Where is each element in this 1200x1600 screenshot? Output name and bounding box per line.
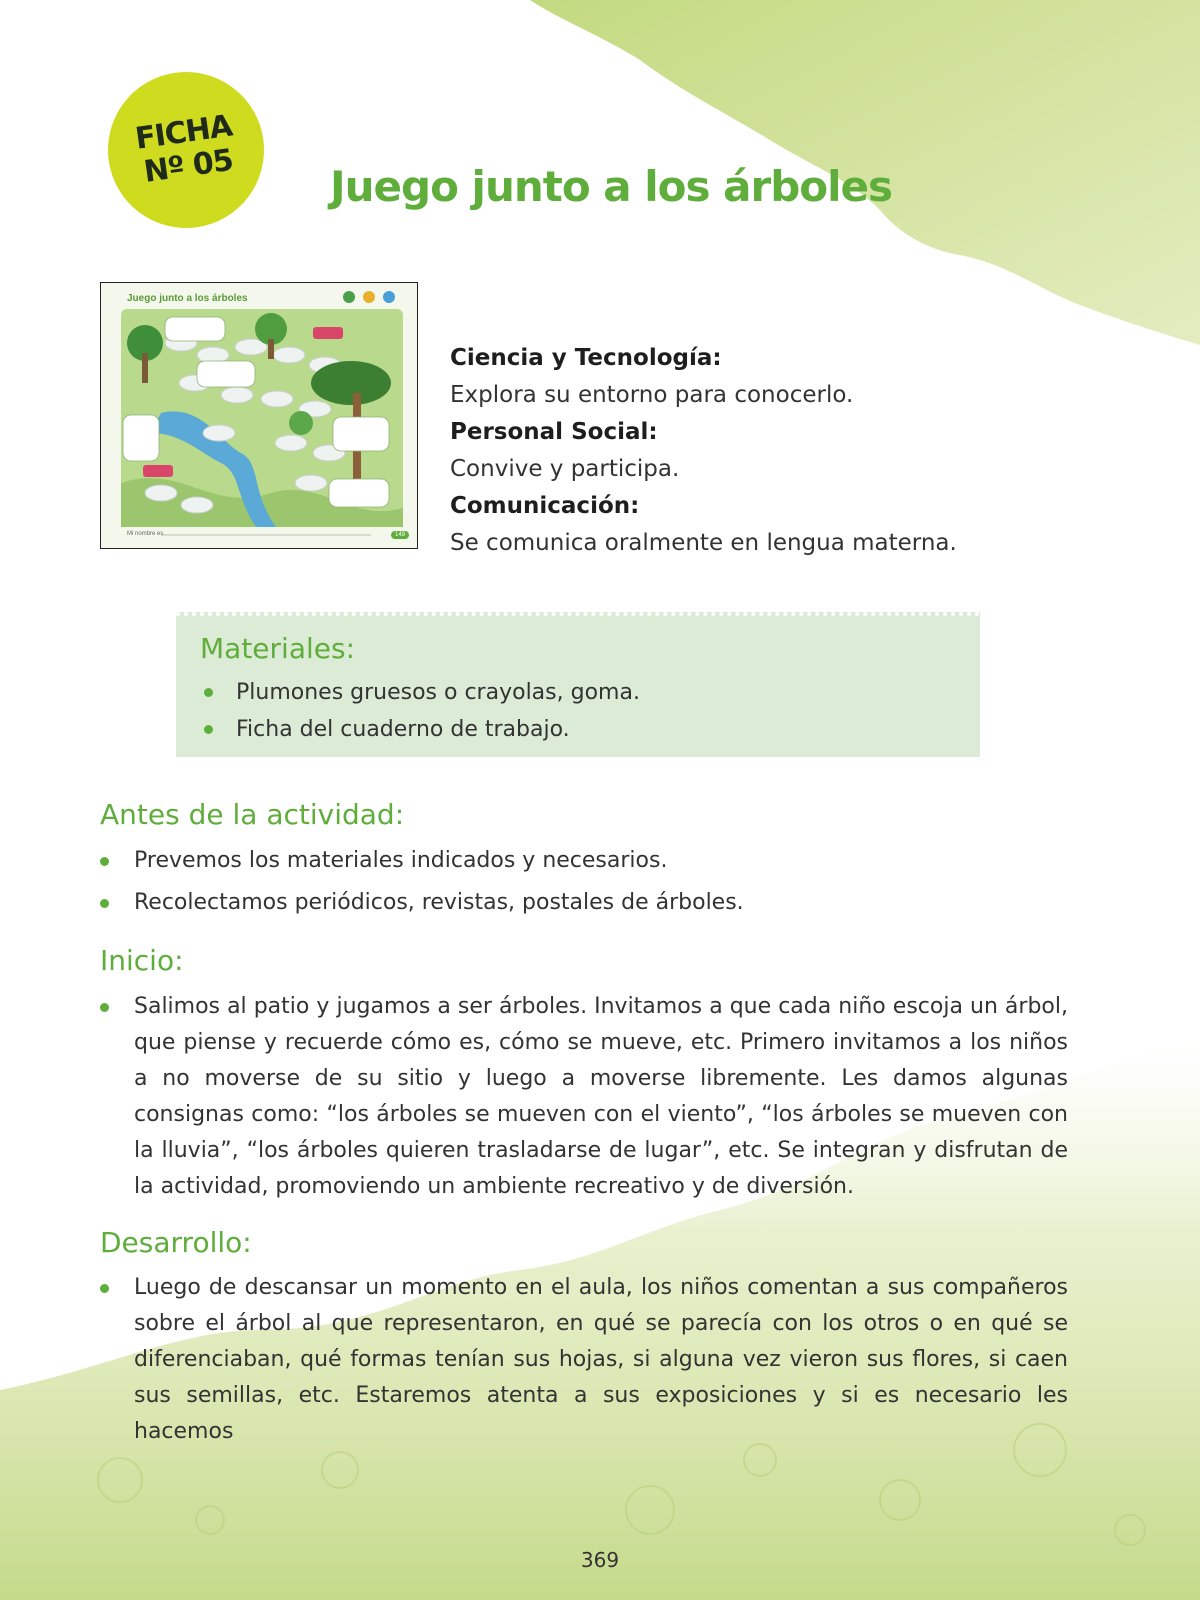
ficha-badge-line2: Nº 05	[141, 142, 235, 190]
list-item-text: Prevemos los materiales indicados y necesarios.	[134, 848, 668, 873]
desarrollo-list	[100, 1270, 1068, 1450]
competency-text: Se comunica oralmente en lengua materna.	[450, 530, 957, 556]
thumbnail-footer: Mi nombre es	[127, 531, 164, 537]
ficha-badge-line1: FICHA	[133, 108, 235, 157]
competency-text: Explora su entorno para conocerlo.	[450, 382, 854, 408]
section-title-antes: Antes de la actividad:	[100, 798, 405, 831]
antes-list	[100, 843, 1068, 921]
list-item	[100, 1270, 1068, 1450]
page-title: Juego junto a los árboles	[330, 162, 892, 211]
thumbnail-page-number: 149	[391, 531, 409, 539]
list-item	[200, 674, 640, 711]
competencies-block	[450, 340, 1070, 562]
ficha-badge	[98, 62, 274, 238]
bullet-icon	[204, 688, 213, 697]
section-title-inicio: Inicio:	[100, 944, 184, 977]
list-item-text: Luego de descansar un momento en el aula, los niños comentan a sus compañeros sobre el árbol al que representaron, en qué se parecía con los otros o en qué se diferenciaban, qué formas tenían sus hojas, si alguna vez vieron sus flores, si caen sus semillas, etc. Estaremos atenta a sus exposiciones y si es necesario les hacemos	[134, 1275, 1068, 1444]
worksheet-thumbnail	[100, 282, 418, 549]
competency-area: Personal Social:	[450, 419, 658, 445]
materials-box	[176, 612, 980, 757]
materials-title: Materiales:	[200, 632, 355, 665]
list-item-text: Plumones gruesos o crayolas, goma.	[236, 680, 640, 705]
competency-area: Ciencia y Tecnología:	[450, 345, 722, 371]
bullet-icon	[100, 1284, 109, 1293]
worksheet-illustration	[101, 283, 418, 549]
competency-text: Convive y participa.	[450, 456, 680, 482]
list-item	[100, 843, 1068, 879]
competency-area: Comunicación:	[450, 493, 640, 519]
list-item	[100, 885, 1068, 921]
bullet-icon	[100, 1003, 109, 1012]
bullet-icon	[100, 857, 109, 866]
list-item	[100, 989, 1068, 1205]
list-item-text: Recolectamos periódicos, revistas, postales de árboles.	[134, 890, 744, 915]
page-number: 369	[580, 1548, 620, 1572]
section-title-desarrollo: Desarrollo:	[100, 1226, 252, 1259]
list-item-text: Salimos al patio y jugamos a ser árboles. Invitamos a que cada niño escoja un árbol, que piense y recuerde cómo es, cómo se mueve, etc. Primero invitamos a los niños a no moverse de su sitio y luego a moverse libremente. Les damos algunas consignas como: “los árboles se mueven con el viento”, “los árboles se mueven con la lluvia”, “los árboles quieren trasladarse de lugar”, etc. Se integran y disfrutan de la actividad, promoviendo un ambiente recreativo y de diversión.	[134, 994, 1068, 1199]
thumbnail-title: Juego junto a los árboles	[127, 293, 248, 304]
bullet-icon	[100, 899, 109, 908]
list-item-text: Ficha del cuaderno de trabajo.	[236, 717, 570, 742]
bullet-icon	[204, 725, 213, 734]
materials-list	[200, 674, 640, 748]
inicio-list	[100, 989, 1068, 1205]
list-item	[200, 711, 640, 748]
